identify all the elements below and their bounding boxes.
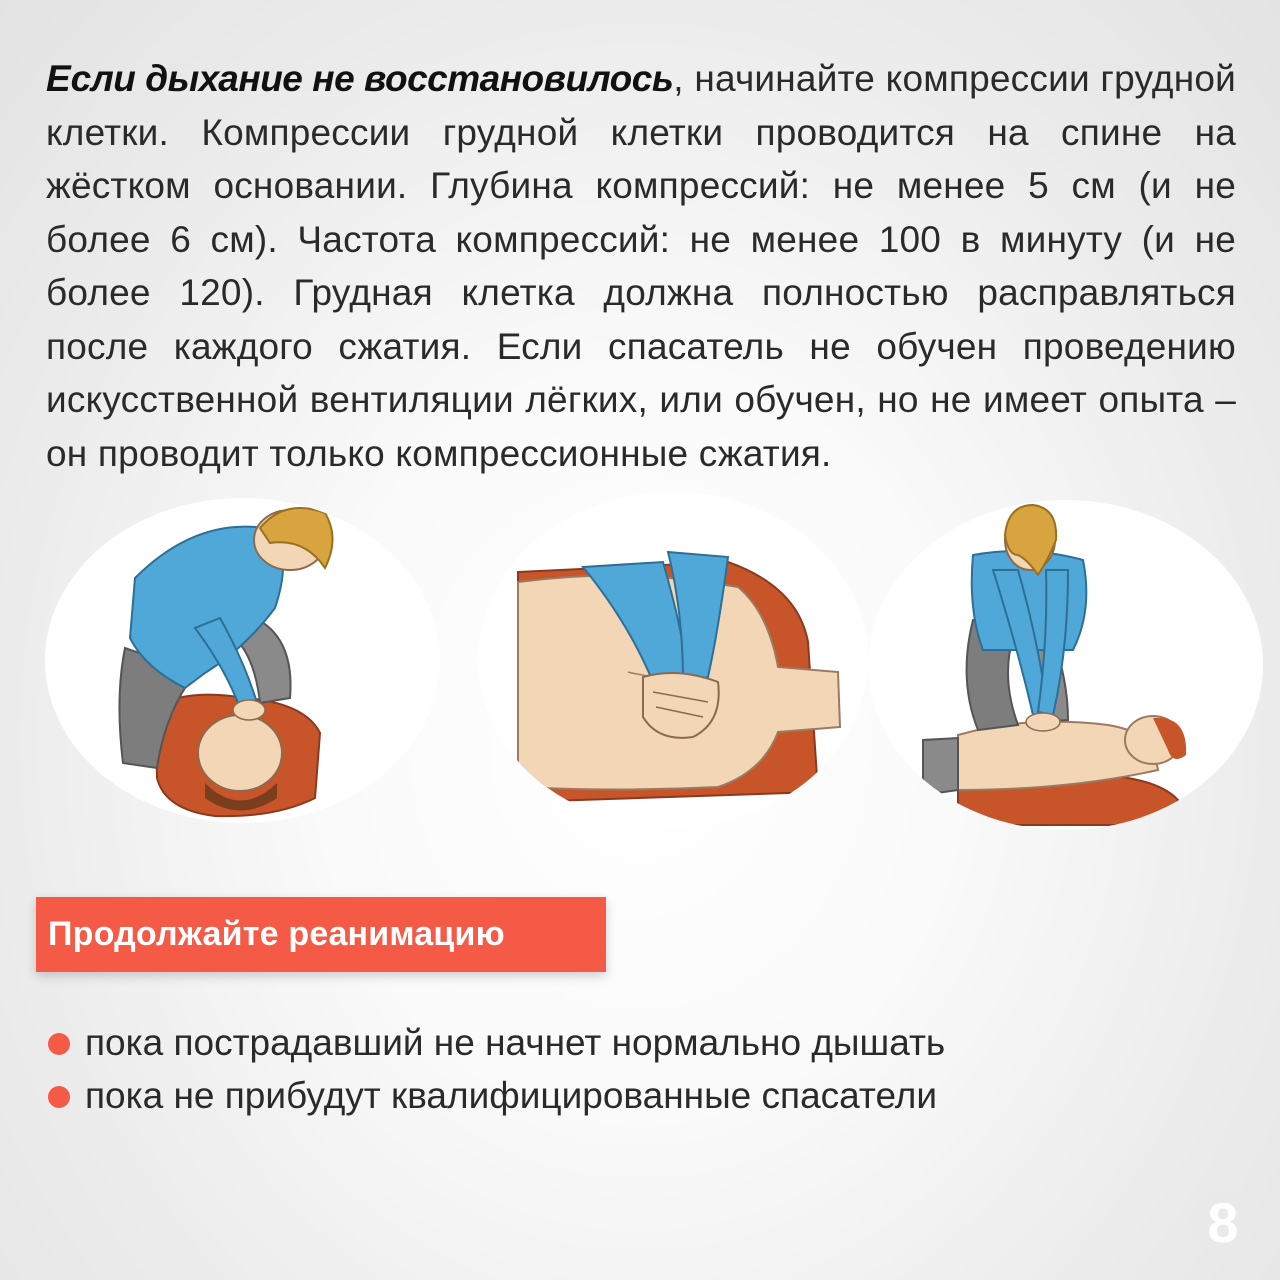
- bullet-dot-icon: [48, 1086, 70, 1108]
- continue-resuscitation-banner: Продолжайте реанимацию: [36, 897, 606, 972]
- page-number: 8: [1190, 1190, 1256, 1256]
- intro-lead: Если дыхание не восстановилось: [46, 58, 674, 99]
- cpr-top-view-illustration: [45, 498, 440, 823]
- bullet-list: [46, 1016, 945, 1122]
- bullet-dot-icon: [48, 1033, 70, 1055]
- intro-text: , начинайте компрессии грудной клетки. Компрессии грудной клетки проводится на спине на жёстком основании. Глубина компрессий: не менее 5 см (и не более 6 см). Частота компрессий: не менее 100 в минуту (и не более 120). Грудная клетка должна полностью расправляться после каждого сжатия. Если спасатель не обучен проведению искусственной вентиляции лёгких, или обучен, но не имеет опыта – он проводит только компрессионные сжатия.: [46, 58, 1236, 474]
- list-item-text: пока пострадавший не начнет нормально дышать: [85, 1022, 946, 1063]
- list-item: [46, 1016, 945, 1069]
- list-item-text: пока не прибудут квалифицированные спасатели: [85, 1075, 938, 1116]
- cpr-side-view-illustration: [868, 500, 1263, 830]
- list-item: [46, 1069, 945, 1122]
- hands-on-chest-illustration: [478, 492, 868, 827]
- intro-paragraph: [46, 52, 1236, 480]
